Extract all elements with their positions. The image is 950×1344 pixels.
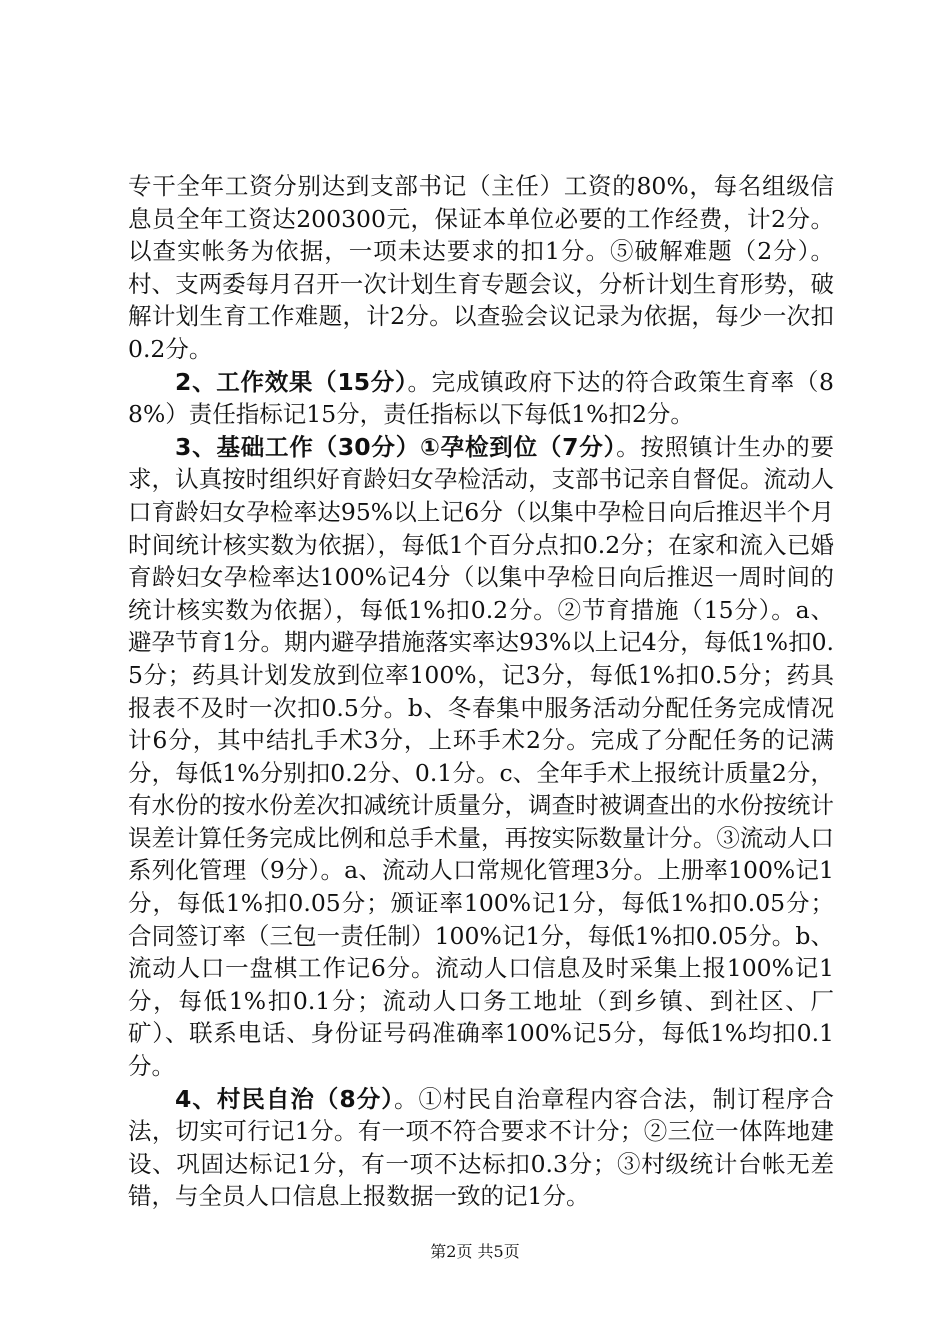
paragraph-3-text: 。按照镇计生办的要求，认真按时组织好育龄妇女孕检活动，支部书记亲自督促。流动人口育龄妇女孕检率达95%以上记6分（以集中孕检日向后推迟半个月时间统计核实数为依据），每低1个百分点扣0.2分；在家和流入已婚育龄妇女孕检率达100%记4分（以集中孕检日向后推迟一周时间的统计核实数为依据），每低1%扣0.2分。②节育措施（15分）。a、避孕节育1分。期内避孕措施落实率达93%以上记4分，每低1%扣0.5分；药具计划发放到位率100%，记3分，每低1%扣0.5分；药具报表不及时一次扣0.5分。b、冬春集中服务活动分配任务完成情况计6分，其中结扎手术3分，上环手术2分。完成了分配任务的记满分，每低1%分别扣0.2分、0.1分。c、全年手术上报统计质量2分，有水份的按水份差次扣减统计质量分，调查时被调查出的水份按统计误差计算任务完成比例和总手术量，再按实际数量计分。③流动人口系列化管理（9分）。a、流动人口常规化管理3分。上册率100%记1分，每低1%扣0.05分；颁证率100%记1分，每低1%扣0.05分；合同签订率（三包一责任制）100%记1分，每低1%扣0.05分。b、流动人口一盘棋工作记6分。流动人口信息及时采集上报100%记1分，每低1%扣0.1分；流动人口务工地址（到乡镇、到社区、厂矿）、联系电话、身份证号码准确率100%记5分，每低1%均扣0.1分。	[128, 432, 834, 1081]
section-heading-work-results: 2、工作效果（15分）	[175, 367, 408, 396]
paragraph-2-text: 。完成镇政府下达的符合政策生育率（88%）责任指标记15分，责任指标以下每低1%扣2分。	[128, 367, 834, 429]
document-body	[128, 170, 834, 1213]
paragraph-4	[128, 1083, 834, 1213]
paragraph-1	[128, 170, 834, 366]
page-number-label: 第2页 共5页	[430, 1242, 520, 1261]
paragraph-2	[128, 366, 834, 431]
paragraph-4-text: 。①村民自治章程内容合法，制订程序合法，切实可行记1分。有一项不符合要求不计分；②三位一体阵地建设、巩固达标记1分，有一项不达标扣0.3分；③村级统计台帐无差错，与全员人口信息上报数据一致的记1分。	[128, 1084, 835, 1211]
paragraph-1-text: 专干全年工资分别达到支部书记（主任）工资的80%，每名组级信息员全年工资达200300元，保证本单位必要的工作经费，计2分。以查实帐务为依据，一项未达要求的扣1分。⑤破解难题（2分）。村、支两委每月召开一次计划生育专题会议，分析计划生育形势，破解计划生育工作难题，计2分。以查验会议记录为依据，每少一次扣0.2分。	[128, 172, 834, 363]
paragraph-3	[128, 431, 834, 1083]
section-heading-basic-work: 3、基础工作（30分）①孕检到位（7分）	[175, 432, 617, 461]
section-heading-villager-autonomy: 4、村民自治（8分）	[175, 1084, 394, 1113]
page-footer	[0, 1242, 950, 1262]
